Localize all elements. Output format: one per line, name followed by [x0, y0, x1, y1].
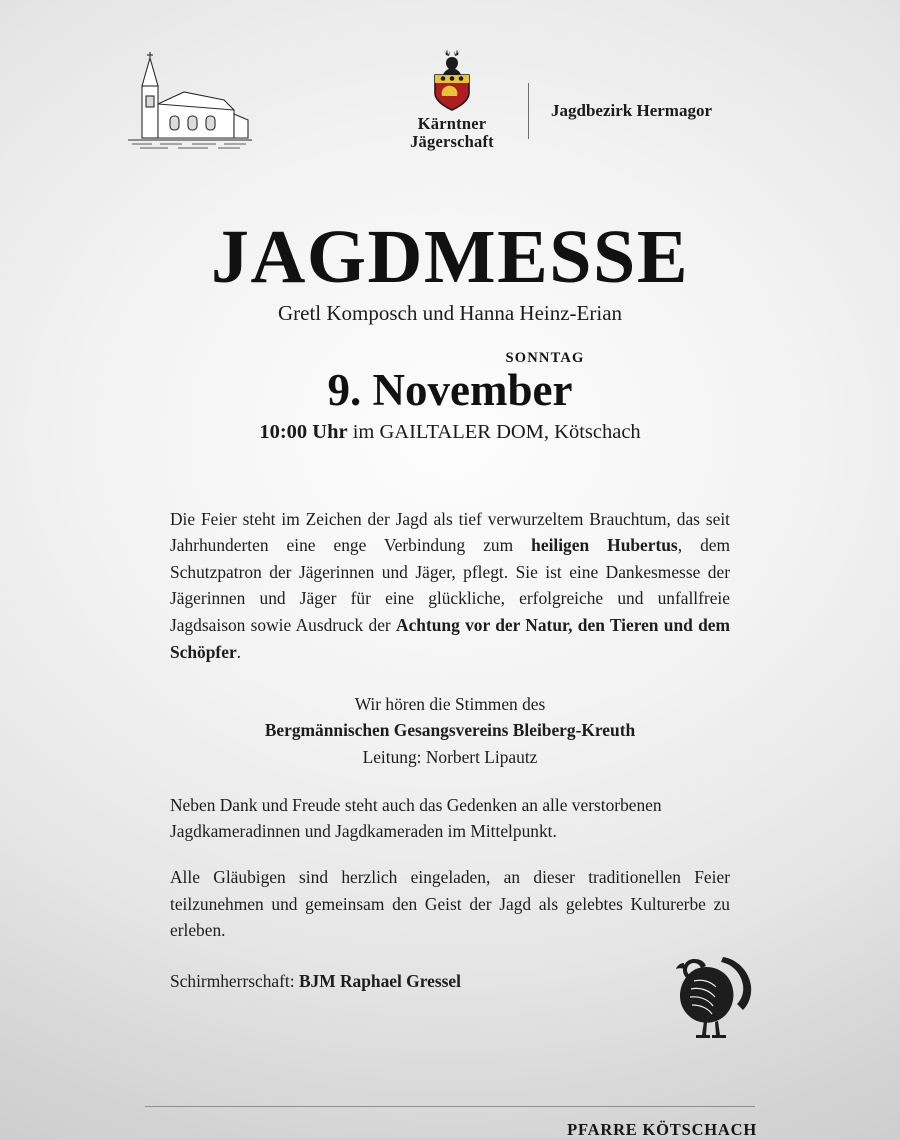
patronage-line — [170, 968, 730, 995]
footer-divider — [145, 1106, 755, 1107]
parish-label: PFARRE KÖTSCHACH — [567, 1120, 757, 1139]
church-icon — [112, 48, 262, 158]
title-block — [0, 215, 900, 326]
time-place-line — [0, 421, 900, 444]
deer-crest-icon — [398, 50, 506, 112]
footer — [0, 1008, 900, 1138]
time-label: 10:00 Uhr — [259, 420, 348, 443]
intro-text-e: . — [236, 641, 242, 662]
intro-bold-achtung: Achtung vor der Natur, den Tieren und dem Schöpfer — [170, 615, 730, 662]
brand-divider — [528, 83, 529, 139]
brand-name — [398, 115, 506, 151]
brand-lockup — [398, 40, 712, 160]
district-label: Jagdbezirk Hermagor — [551, 101, 712, 120]
brand-name-line2: Jägerschaft — [410, 131, 494, 151]
title-subtitle: Gretl Komposch und Hanna Heinz-Erian — [277, 301, 623, 325]
capercaillie-icon — [660, 933, 770, 1043]
intro-text-c: , dem Schutzpatron der Jägerinnen und Jäger, pflegt. Sie ist eine Dankesmesse der Jägerinnen und Jäger für eine glückliche, erfolgreiche und unfallfreie Jagdsaison sowie Ausdruck der — [170, 535, 731, 636]
date-label: 9. November — [327, 365, 573, 415]
place-label: im GAILTALER DOM, Kötschach — [352, 420, 641, 443]
body-text — [170, 506, 730, 995]
page-title: JAGDMESSE — [210, 215, 690, 299]
paragraph-memorial: Neben Dank und Freude steht auch das Gedenken an alle verstorbenen Jagdkameradinnen und Jagdkameraden im Mittelpunkt. — [170, 794, 662, 842]
choir-name: Bergmännischen Gesangsvereins Bleiberg-Kreuth — [264, 720, 636, 741]
choir-intro: Wir hören die Stimmen des — [354, 694, 546, 715]
intro-text-a: Die Feier steht im Zeichen der Jagd als tief verwurzeltem Brauchtum, das seit Jahrhunderten eine enge Verbindung zum — [170, 508, 730, 556]
brand-name-line1: Kärntner — [417, 113, 487, 133]
intro-bold-hubertus: heiligen Hubertus — [531, 535, 678, 556]
header — [0, 0, 900, 175]
paragraph-invitation: Alle Gläubigen sind herzlich eingeladen, an dieser traditionellen Feier teilzunehmen und gemeinsam den Geist der Jagd als gelebtes Kulturerbe zu erleben. — [170, 866, 730, 941]
paragraph-intro — [170, 506, 730, 666]
weekday-label: SONNTAG — [505, 350, 585, 366]
choir-block — [170, 691, 730, 769]
choir-conductor: Leitung: Norbert Lipautz — [362, 746, 538, 767]
kaerntner-jaegerschaft-logo — [398, 50, 506, 151]
patronage-name: BJM Raphael Gressel — [298, 970, 461, 991]
date-block — [0, 350, 900, 444]
patronage-label: Schirmherrschaft: — [170, 970, 299, 991]
